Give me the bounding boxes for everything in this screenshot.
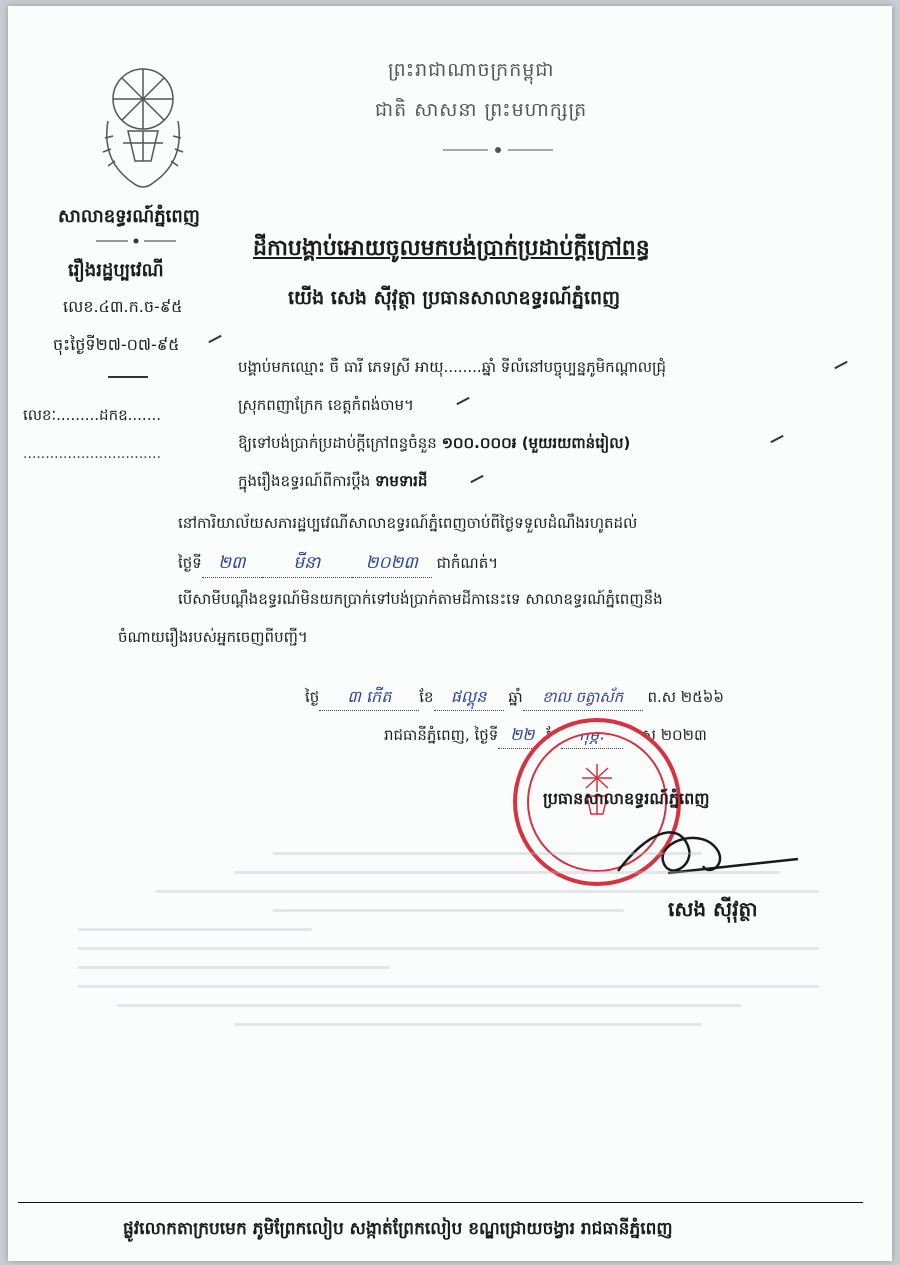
tick-mark <box>208 335 221 343</box>
footer-rule <box>18 1202 863 1203</box>
signatory-name: សេង ស៊ីវុត្ថា <box>668 897 758 921</box>
document-title: ដីកាបង្គាប់អោយចូលមកបង់ប្រាក់ប្រដាប់ក្ដីក្រៅពន្ធ <box>253 236 650 261</box>
lunar-day: ៣ កេីត <box>319 686 419 711</box>
solar-month: កុម្ភៈ <box>561 724 623 749</box>
gregorian-year: គ.ស ២០២៣ <box>627 726 707 744</box>
buddhist-era: ព.ស ២៥៦៦ <box>647 688 725 706</box>
lunar-month: ផល្គុន <box>434 686 504 711</box>
tick-mark <box>770 435 783 443</box>
dotted-line: ............................... <box>23 446 161 462</box>
body-line-4 <box>238 472 427 494</box>
tick-mark <box>470 475 483 483</box>
bleed-through-background <box>78 836 858 1156</box>
court-emblem-icon <box>93 61 193 196</box>
court-name: សាលាឧទ្ធរណ៍ភ្នំពេញ <box>58 206 200 227</box>
short-divider <box>108 376 148 378</box>
case-date: ចុះថ្ងៃទី២៧-០៧-៩៥ <box>53 335 180 354</box>
solar-day: ២២ <box>498 724 546 749</box>
payment-label: ឱ្យទៅបង់ប្រាក់ប្រដាប់ក្ដីក្រៅពន្ធចំនួន <box>238 434 442 452</box>
solar-month-label: ខែ <box>546 726 561 744</box>
number-field: លេខៈ.........ដកឧ....... <box>23 406 161 424</box>
body-line-2: ស្រុកពញាក្រែក ខេត្តកំពង់ចាម។ <box>238 396 414 414</box>
body-paragraph-2-line-2: ចំណាយរឿងរបស់អ្នកចេញពីបញ្ជី។ <box>118 628 308 646</box>
lunar-year-label: ឆ្នាំ <box>508 688 523 706</box>
body-paragraph-1: នៅការិយាល័យសភារដ្ឋប្បវេណីសាលាឧទ្ធរណ៍ភ្នំពេញចាប់ពីថ្ងៃទទួលដំណឹងរហូតដល់ <box>178 514 638 532</box>
deadline-day: ២៣ <box>202 552 262 578</box>
document-subtitle: យើង សេង ស៊ីវុត្ថា ប្រធានសាលាឧទ្ធរណ៍ភ្នំពេញ <box>288 287 621 309</box>
lunar-month-label: ខែ <box>419 688 434 706</box>
claim-type: ទាមទារដី <box>375 472 428 490</box>
deadline-line <box>178 552 498 578</box>
deadline-suffix: ជាកំណត់។ <box>436 554 499 572</box>
tick-mark <box>456 397 469 405</box>
footer-address: ផ្លូវលោកតាក្របមេក ភូមិព្រែកលៀប សង្កាត់ព្រែកលៀប ខណ្ឌជ្រោយចង្វារ រាជធានីភ្នំពេញ <box>123 1219 673 1239</box>
kingdom-line: ព្រះរាជាណាចក្រកម្ពុជា <box>388 59 555 81</box>
document-sheet <box>8 6 892 1261</box>
ornament-divider <box>443 144 553 156</box>
claim-label: ក្នុងរឿងឧទ្ធរណ៍ពីការប្ដឹង <box>238 472 376 490</box>
deadline-month: មីនា <box>262 552 352 578</box>
tick-mark <box>834 361 847 369</box>
lunar-date-line <box>305 686 724 711</box>
city-date-prefix: រាជធានីភ្នំពេញ, ថ្ងៃទី <box>384 726 499 744</box>
signatory-title: ប្រធានសាលាឧទ្ធរណ៍ភ្នំពេញ <box>543 789 710 808</box>
body-line-1: បង្គាប់មកឈ្មោះ ចឺ ធារី ភេទស្រី អាយុ........ឆ្នាំ ទីលំនៅបច្ចុប្បន្នភូមិកណ្ដាលជ្រុំ <box>238 358 667 376</box>
body-paragraph-2-line-1: បើសាមីបណ្ដឹងឧទ្ធរណ៍មិនយកប្រាក់ទៅបង់ប្រាក់តាមដីកានេះទេ សាលាឧទ្ធរណ៍ភ្នំពេញនឹង <box>178 590 663 608</box>
body-line-3 <box>238 434 630 456</box>
ornament-divider-left <box>96 236 176 246</box>
deadline-year: ២០២៣ <box>352 552 432 578</box>
payment-amount: ១០០.០០០៛ (មួយរយពាន់រៀល) <box>441 434 631 452</box>
case-type: រឿងរដ្ឋប្បវេណី <box>68 260 164 281</box>
motto-line: ជាតិ សាសនា ព្រះមហាក្សត្រ <box>375 99 588 121</box>
deadline-prefix: ថ្ងៃទី <box>178 554 202 572</box>
lunar-date-prefix: ថ្ងៃ <box>305 688 320 706</box>
case-number: លេខ.៤៣.ក.ច-៩៥ <box>63 297 183 316</box>
lunar-year: ខាល ចត្វាស័ក <box>523 688 643 711</box>
